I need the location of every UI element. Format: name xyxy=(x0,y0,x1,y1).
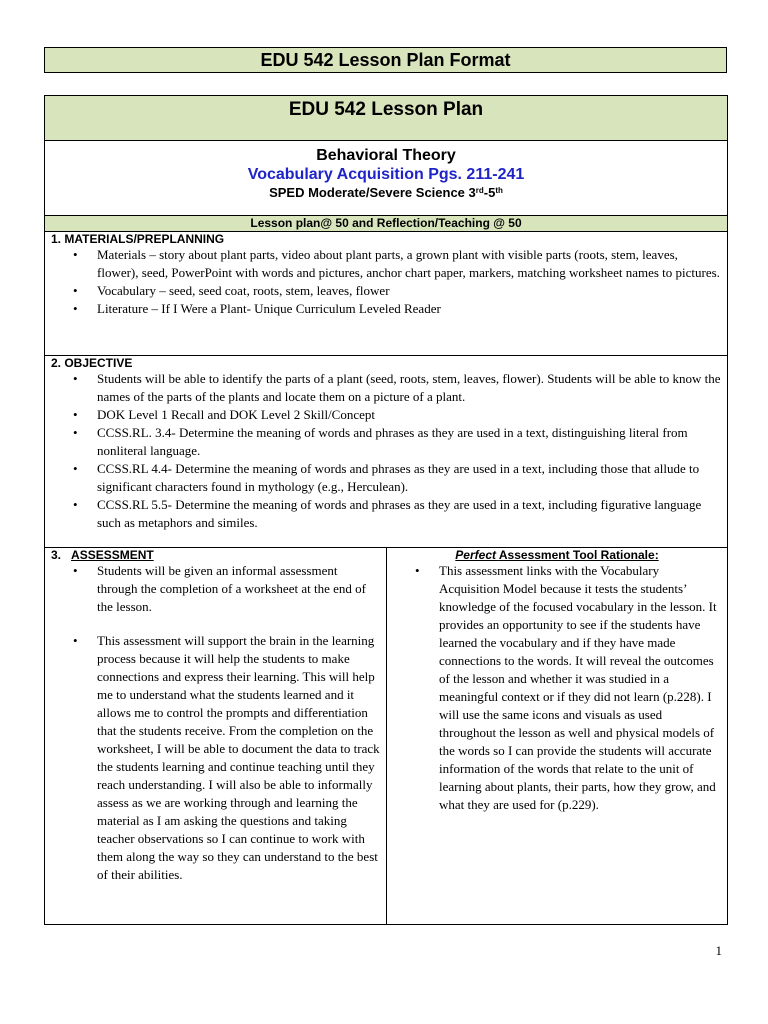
list-item: • CCSS.RL 5.5- Determine the meaning of words and phrases as they are used in a text, including figurative language such as metaphors and similes. xyxy=(73,497,702,530)
grading-bar: Lesson plan@ 50 and Reflection/Teaching @ 50 xyxy=(45,216,727,232)
list-item: • Vocabulary – seed, seed coat, roots, stem, leaves, flower xyxy=(73,283,390,298)
list-item: • CCSS.RL 4.4- Determine the meaning of words and phrases as they are used in a text, including those that allude to significant characters found in mythology (e.g., Herculean). xyxy=(73,461,700,494)
theory-block xyxy=(45,141,727,216)
lesson-plan-table xyxy=(44,95,728,925)
rationale-column xyxy=(387,548,727,924)
format-title: EDU 542 Lesson Plan Format xyxy=(44,47,727,73)
course-prefix: SPED Moderate/Severe Science 3 xyxy=(269,185,476,200)
course-dash: -5 xyxy=(483,185,496,200)
list-item: • DOK Level 1 Recall and DOK Level 2 Skill/Concept xyxy=(73,407,375,422)
course-sup-th: th xyxy=(495,186,503,195)
rationale-heading: Perfect Assessment Tool Rationale: xyxy=(455,548,659,562)
list-item: • Students will be able to identify the parts of a plant (seed, roots, stem, leaves, flower). Students will be able to know the names of the parts of the plants and locate them on a picture of a plant. xyxy=(73,371,721,404)
theory-title: Behavioral Theory xyxy=(316,147,456,164)
assessment-column xyxy=(45,548,387,924)
course-sup-rd: rd xyxy=(475,186,484,195)
list-item: • This assessment will support the brain in the learning process because it will help the students to make connections and express their learning. This will help me to understand what the students learned and it allows me to control the prompts and differentiation that the students receive. From the completion on the worksheet, I will be able to document the data to track the students learning and continue teaching until they reach understanding. I will also be able to informally assess as we are working through and learning the material as I am asking the questions and taking teacher observations so I can continue to work with them along the way so they can understand to the best of their abilities. xyxy=(73,633,380,882)
materials-list xyxy=(51,246,721,318)
plan-title: EDU 542 Lesson Plan xyxy=(45,96,727,141)
list-item: • This assessment links with the Vocabulary Acquisition Model because it tests the students’ knowledge of the focused vocabulary in the lesson. It provides an opportunity to see if the students have learned the vocabulary and if they have made connections to the words. It will reveal the outcomes of the lesson and whether it was studied in a meaningful context or if they did not learn (p.228). I will use the same icons and visuals as used throughout the lesson as well and physical models of the words so I can provide the students will accurate information of the words that relate to the unit of learning about plants, their parts, how they grow, and what they are used for (p.229). xyxy=(415,563,717,812)
materials-section xyxy=(45,232,727,356)
materials-heading: 1. MATERIALS/PREPLANNING xyxy=(51,232,225,246)
rationale-list xyxy=(393,562,721,814)
assessment-list xyxy=(51,562,380,616)
course-title xyxy=(45,184,727,201)
model-title: Vocabulary Acquisition Pgs. 211-241 xyxy=(247,166,525,183)
list-item: • Students will be given an informal assessment through the completion of a worksheet at the end of the lesson. xyxy=(73,563,366,614)
objective-section xyxy=(45,356,727,548)
objective-list xyxy=(51,370,721,532)
list-item: • Materials – story about plant parts, video about plant parts, a grown plant with visible parts (roots, stem, leaves, flower), seed, PowerPoint with words and pictures, anchor chart paper, markers, matching worksheet names to pictures. xyxy=(73,247,720,280)
list-item: • CCSS.RL. 3.4- Determine the meaning of words and phrases as they are used in a text, distinguishing literal from nonliteral language. xyxy=(73,425,688,458)
assessment-list-2 xyxy=(51,632,380,884)
list-item: • Literature – If I Were a Plant- Unique Curriculum Leveled Reader xyxy=(73,301,441,316)
assessment-heading: 3. ASSESSMENT xyxy=(51,548,154,562)
page-number: 1 xyxy=(715,943,722,958)
assessment-section xyxy=(45,548,727,924)
objective-heading: 2. OBJECTIVE xyxy=(51,356,133,370)
